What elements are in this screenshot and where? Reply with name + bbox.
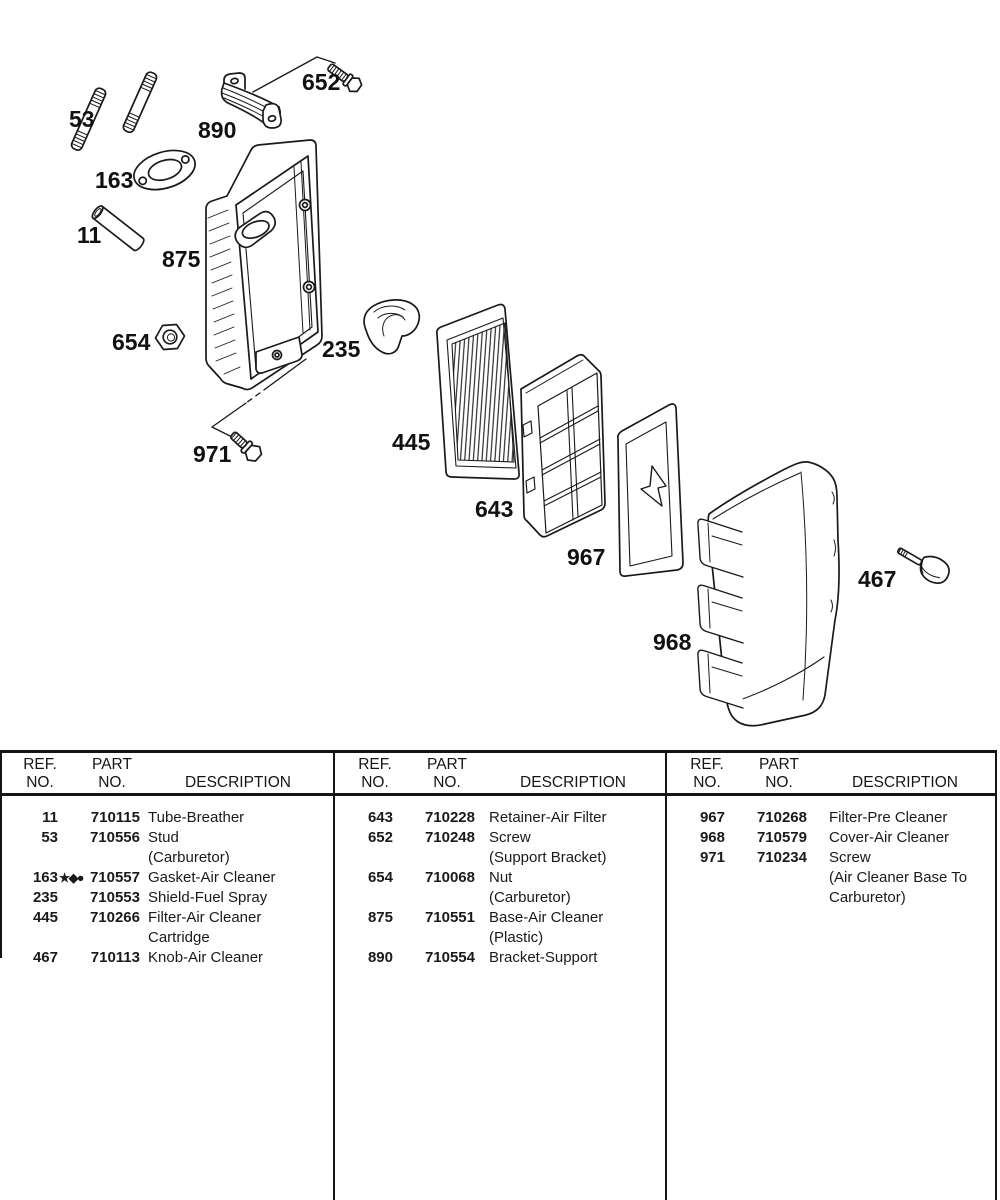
description: Nut xyxy=(489,869,513,886)
part-knob-air-cleaner xyxy=(897,548,953,587)
part-no: 710554 xyxy=(424,949,475,966)
header-description: DESCRIPTION xyxy=(520,774,626,791)
ref-no: 968 xyxy=(699,829,725,846)
header-ref-no: NO. xyxy=(26,774,54,791)
description: Stud xyxy=(148,829,179,846)
part-no: 710268 xyxy=(756,809,807,826)
table-row xyxy=(337,948,667,968)
ref-label-643: 643 xyxy=(475,496,514,522)
part-no: 710228 xyxy=(424,809,475,826)
header-part: PART xyxy=(92,756,132,773)
description: Retainer-Air Filter xyxy=(489,809,607,826)
description: Screw xyxy=(489,829,531,846)
table-row xyxy=(337,868,667,888)
table-row xyxy=(2,928,332,948)
part-cover-air-cleaner xyxy=(698,462,839,726)
part-stud-carburetor-b xyxy=(122,71,158,134)
description: (Air Cleaner Base To xyxy=(829,869,968,886)
table-row xyxy=(2,808,332,828)
part-filter-air-cleaner-cartridge xyxy=(437,305,519,480)
ref-label-467: 467 xyxy=(858,566,897,592)
header-ref: REF. xyxy=(23,756,57,773)
table-row xyxy=(2,948,332,968)
header-ref-no: NO. xyxy=(361,774,389,791)
description: Base-Air Cleaner xyxy=(489,909,604,926)
ref-no: 467 xyxy=(32,949,58,966)
ref-no: 967 xyxy=(699,809,725,826)
ref-label-890: 890 xyxy=(198,117,237,143)
table-row xyxy=(337,828,667,848)
part-retainer-air-filter xyxy=(521,355,605,537)
parts-table-column-2 xyxy=(337,750,667,1200)
table-row xyxy=(669,828,999,848)
header-part-no: NO. xyxy=(433,774,461,791)
ref-label-235: 235 xyxy=(322,336,361,362)
part-no: 710068 xyxy=(424,869,475,886)
ref-label-968: 968 xyxy=(653,629,692,655)
part-no: 710234 xyxy=(756,849,807,866)
part-no: 710551 xyxy=(424,909,475,926)
column-header xyxy=(669,750,999,796)
description: Tube-Breather xyxy=(148,809,245,826)
ref-label-445: 445 xyxy=(392,429,431,455)
description: Gasket-Air Cleaner xyxy=(148,869,276,886)
ref-label-971: 971 xyxy=(193,441,232,467)
ref-label-967: 967 xyxy=(567,544,606,570)
description: Knob-Air Cleaner xyxy=(148,949,264,966)
part-shield-fuel-spray xyxy=(364,300,419,354)
header-part-no: NO. xyxy=(98,774,126,791)
description: (Support Bracket) xyxy=(489,849,607,866)
ref-no: 445 xyxy=(32,909,58,926)
ref-no: 652 xyxy=(367,829,393,846)
table-row xyxy=(337,928,667,948)
table-row xyxy=(337,848,667,868)
part-no: 710556 xyxy=(89,829,140,846)
description: Carburetor) xyxy=(829,889,906,906)
ref-no: 875 xyxy=(367,909,393,926)
part-gasket-air-cleaner xyxy=(129,144,200,197)
part-no: 710115 xyxy=(90,809,140,826)
parts-table-column-3 xyxy=(669,750,999,1200)
table-row xyxy=(337,888,667,908)
column-header xyxy=(2,750,332,796)
part-nut-carburetor xyxy=(156,325,185,350)
ref-no: 890 xyxy=(367,949,393,966)
table-row xyxy=(2,868,332,888)
table-row xyxy=(669,888,999,908)
description: (Carburetor) xyxy=(489,889,571,906)
ref-label-53: 53 xyxy=(69,106,95,132)
description: Cover-Air Cleaner xyxy=(829,829,950,846)
header-description: DESCRIPTION xyxy=(852,774,958,791)
table-row xyxy=(669,808,999,828)
ref-label-654: 654 xyxy=(112,329,151,355)
table-row xyxy=(2,908,332,928)
ref-no: 163 xyxy=(32,869,58,886)
ref-no: 235 xyxy=(32,889,58,906)
ref-no: 53 xyxy=(41,829,58,846)
ref-label-875: 875 xyxy=(162,246,201,272)
header-ref-no: NO. xyxy=(693,774,721,791)
table-row xyxy=(669,848,999,868)
ref-no: 11 xyxy=(42,809,58,826)
column-header xyxy=(337,750,667,796)
description: Cartridge xyxy=(148,929,210,946)
part-base-air-cleaner xyxy=(206,140,322,390)
ref-no: 971 xyxy=(699,849,725,866)
header-part-no: NO. xyxy=(765,774,793,791)
table-row xyxy=(337,908,667,928)
description: (Plastic) xyxy=(489,929,544,946)
table-row xyxy=(337,808,667,828)
part-no: 710579 xyxy=(756,829,807,846)
description: (Carburetor) xyxy=(148,849,230,866)
header-description: DESCRIPTION xyxy=(185,774,291,791)
table-column-divider-1 xyxy=(333,750,335,1200)
description: Bracket-Support xyxy=(489,949,598,966)
part-no: 710113 xyxy=(90,949,140,966)
header-ref: REF. xyxy=(690,756,724,773)
table-row xyxy=(2,848,332,868)
part-no: 710557 xyxy=(89,869,140,886)
part-no: 710248 xyxy=(424,829,475,846)
header-part: PART xyxy=(427,756,467,773)
parts-table-column-1 xyxy=(2,750,332,1200)
part-no: 710266 xyxy=(89,909,140,926)
ref-no: 654 xyxy=(367,869,393,886)
table-row xyxy=(2,828,332,848)
description: Filter-Air Cleaner xyxy=(148,909,262,926)
ref-label-163: 163 xyxy=(95,167,134,193)
table-row xyxy=(2,888,332,908)
part-no: 710553 xyxy=(89,889,140,906)
description: Screw xyxy=(829,849,871,866)
footnote-marks: ★◆● xyxy=(59,871,83,885)
description: Shield-Fuel Spray xyxy=(148,889,268,906)
header-part: PART xyxy=(759,756,799,773)
ref-no: 643 xyxy=(367,809,393,826)
ref-label-652: 652 xyxy=(302,69,341,95)
parts-table xyxy=(0,750,1000,1200)
table-row xyxy=(669,868,999,888)
header-ref: REF. xyxy=(358,756,392,773)
part-screw-base-to-carburetor xyxy=(226,428,264,465)
ref-label-11: 11 xyxy=(77,222,102,248)
part-filter-pre-cleaner xyxy=(618,404,683,576)
description: Filter-Pre Cleaner xyxy=(829,809,948,826)
